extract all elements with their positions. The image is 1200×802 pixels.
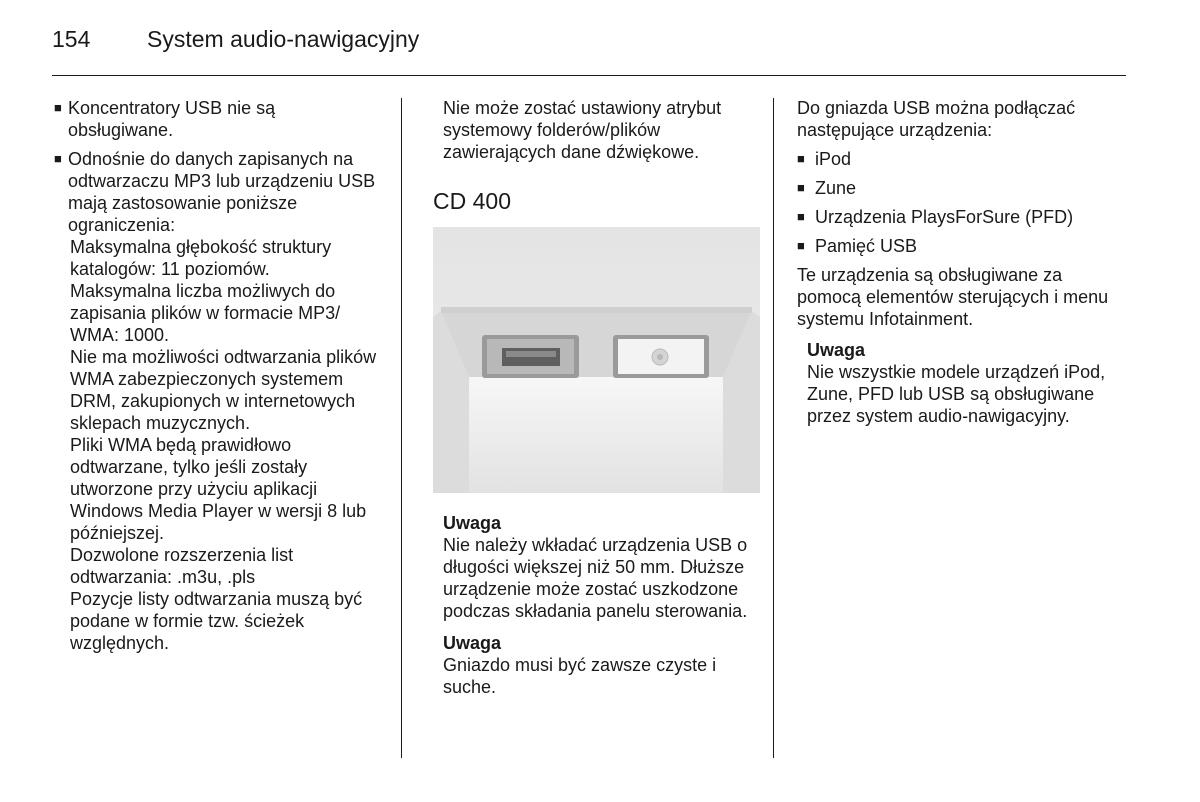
usb-port-photo bbox=[433, 227, 760, 493]
header-divider bbox=[52, 75, 1126, 76]
page-title: System audio-nawigacyjny bbox=[147, 26, 420, 52]
restriction-paragraph: Pozycje listy odtwarzania muszą być podane w formie tzw. ścieżek względnych. bbox=[70, 589, 363, 653]
intro-paragraph: Do gniazda USB można podłączać następujące urządzenia: bbox=[797, 98, 1076, 140]
list-item: ■ Odnośnie do danych zapisanych na odtwarzaczu MP3 lub urządzeniu USB mają zastosowanie poniższe ograniczenia: bbox=[54, 149, 376, 235]
note-title: Uwaga bbox=[807, 340, 866, 360]
note-title: Uwaga bbox=[443, 513, 502, 533]
square-bullet-icon: ■ bbox=[54, 151, 62, 166]
restriction-paragraph: Maksymalna głębokość struktury katalogów: 11 poziomów. bbox=[70, 237, 332, 279]
note-text: Nie wszystkie modele urządzeń iPod, Zune, PFD lub USB są obsługiwane przez system audio-nawigacyjny. bbox=[807, 362, 1106, 426]
list-item: ■ Urządzenia PlaysForSure (PFD) bbox=[797, 207, 1074, 227]
list-item: ■ Pamięć USB bbox=[797, 236, 918, 256]
usb-port-illustration bbox=[433, 227, 760, 493]
square-bullet-icon: ■ bbox=[797, 238, 805, 253]
note-block bbox=[443, 512, 761, 622]
list-item: ■ Koncentratory USB nie są obsługiwane. bbox=[54, 98, 276, 140]
note-block bbox=[797, 339, 1115, 427]
square-bullet-icon: ■ bbox=[54, 100, 62, 115]
restriction-paragraph: Pliki WMA będą prawidłowo odtwarzane, tylko jeśli zostały utworzone przy użyciu aplikacji Windows Media Player w wersji 8 lub późniejszej. bbox=[70, 435, 367, 543]
intro-paragraph: Nie może zostać ustawiony atrybut systemowy folderów/plików zawierających dane dźwiękowe. bbox=[443, 98, 722, 162]
square-bullet-icon: ■ bbox=[797, 180, 805, 195]
page-header bbox=[52, 26, 419, 62]
note-title: Uwaga bbox=[443, 633, 502, 653]
restriction-paragraph: Nie ma możliwości odtwarzania plików WMA zabezpieczonych systemem DRM, zakupionych w internetowych sklepach muzycznych. bbox=[70, 347, 377, 433]
square-bullet-icon: ■ bbox=[797, 151, 805, 166]
column-2 bbox=[433, 97, 761, 698]
square-bullet-icon: ■ bbox=[797, 209, 805, 224]
note-text: Gniazdo musi być zawsze czyste i suche. bbox=[443, 655, 717, 697]
note-block bbox=[443, 632, 761, 698]
device-list bbox=[797, 148, 1115, 257]
note-text: Nie należy wkładać urządzenia USB o długości większej niż 50 mm. Dłuższe urządzenie może zostać uszkodzone podczas składania panelu sterowania. bbox=[443, 535, 748, 621]
section-title: CD 400 bbox=[433, 188, 511, 214]
column-3 bbox=[797, 97, 1115, 427]
column-divider-right bbox=[773, 98, 774, 758]
restriction-paragraph: Maksymalna liczba możliwych do zapisania plików w formacie MP3/ WMA: 1000. bbox=[70, 281, 341, 345]
list-item: ■ Zune bbox=[797, 178, 857, 198]
page-number: 154 bbox=[52, 26, 91, 52]
list-item: ■ iPod bbox=[797, 149, 852, 169]
restriction-paragraph: Dozwolone rozszerzenia list odtwarzania: .m3u, .pls bbox=[70, 545, 294, 587]
column-1 bbox=[54, 97, 384, 654]
body-paragraph: Te urządzenia są obsługiwane za pomocą elementów sterujących i menu systemu Infotainment. bbox=[797, 265, 1109, 329]
column-divider-left bbox=[401, 98, 402, 758]
